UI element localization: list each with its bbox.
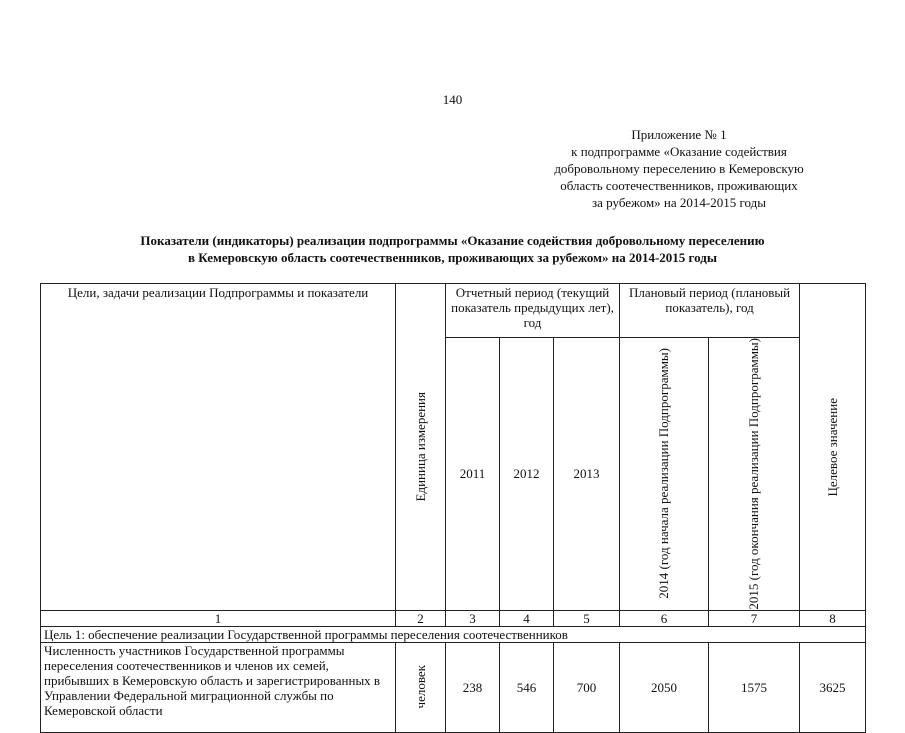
value-2014: 2050 <box>620 642 709 732</box>
goal-row: Цель 1: обеспечение реализации Государственной программы переселения соотечественников <box>41 626 866 642</box>
header-year-2014-label: 2014 (год начала реализации Подпрограммы) <box>656 348 672 600</box>
column-number: 8 <box>800 610 866 626</box>
appendix-note <box>526 126 832 211</box>
appendix-line: область соотечественников, проживающих <box>560 178 798 193</box>
table-row <box>41 642 866 732</box>
title-line: в Кемеровскую область соотечественников, проживающих за рубежом» на 2014-2015 годы <box>188 250 717 265</box>
page-number: 140 <box>442 92 463 107</box>
value-2012: 546 <box>500 642 554 732</box>
value-2011: 238 <box>446 642 500 732</box>
column-number: 7 <box>709 610 800 626</box>
column-number: 2 <box>396 610 446 626</box>
appendix-line: за рубежом» на 2014-2015 годы <box>592 195 766 210</box>
value-2015: 1575 <box>709 642 800 732</box>
indicators-table <box>40 283 866 733</box>
document-title <box>40 232 865 266</box>
indicator-unit <box>396 642 446 732</box>
column-number: 1 <box>41 610 396 626</box>
header-target-label: Целевое значение <box>824 397 840 497</box>
appendix-line: Приложение № 1 <box>631 127 727 142</box>
header-planned-period: Плановый период (плановый показатель), год <box>620 284 800 338</box>
value-2013: 700 <box>554 642 620 732</box>
indicator-unit-label: человек <box>412 665 428 709</box>
header-year-2014 <box>620 338 709 611</box>
header-unit-label: Единица измерения <box>412 392 428 502</box>
title-line: Показатели (индикаторы) реализации подпрограммы «Оказание содействия добровольному переселению <box>140 233 765 248</box>
header-year-2015-label: 2015 (год окончания реализации Подпрограммы) <box>746 338 762 610</box>
column-number: 5 <box>554 610 620 626</box>
header-year-2011: 2011 <box>446 338 500 611</box>
header-reporting-period: Отчетный период (текущий показатель предыдущих лет), год <box>446 284 620 338</box>
appendix-line: к подпрограмме «Оказание содействия <box>571 144 787 159</box>
header-target <box>800 284 866 611</box>
value-target: 3625 <box>800 642 866 732</box>
header-goals: Цели, задачи реализации Подпрограммы и показатели <box>41 284 396 611</box>
appendix-line: добровольному переселению в Кемеровскую <box>554 161 804 176</box>
column-number: 6 <box>620 610 709 626</box>
column-number: 3 <box>446 610 500 626</box>
header-year-2012: 2012 <box>500 338 554 611</box>
header-year-2013: 2013 <box>554 338 620 611</box>
header-unit <box>396 284 446 611</box>
column-number: 4 <box>500 610 554 626</box>
header-year-2015 <box>709 338 800 611</box>
indicator-name: Численность участников Государственной программы переселения соотечественников и членов их семей, прибывших в Кемеровскую область и зарегистрированных в Управлении Федеральной миграционной службы по Кемеровской области <box>41 642 396 732</box>
